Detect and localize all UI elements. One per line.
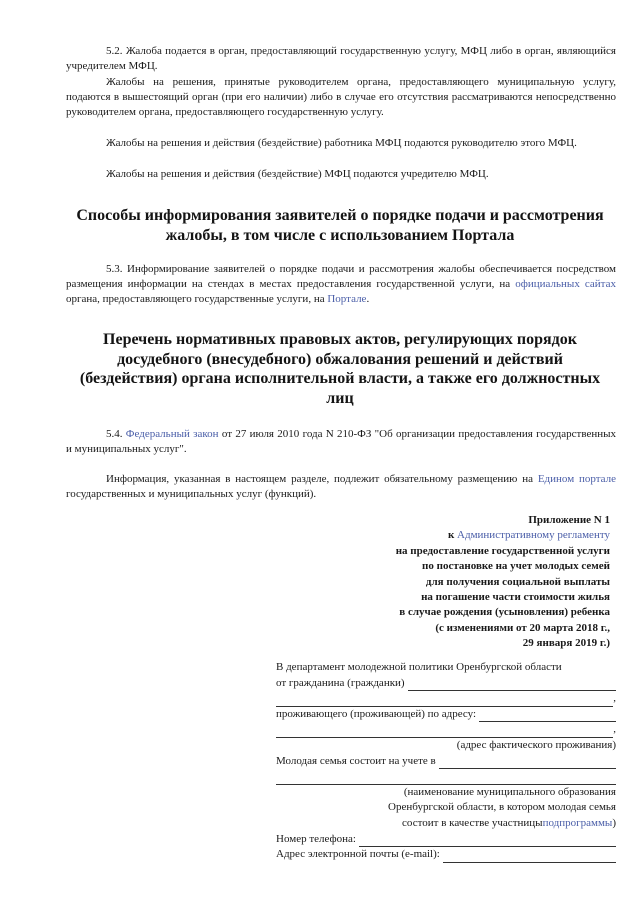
paragraph-5-2-mfc: Жалобы на решения и действия (бездействие) МФЦ подаются учредителю МФЦ. <box>106 168 489 180</box>
residing-line <box>276 707 616 723</box>
official-sites-link[interactable]: официальных сайтах <box>515 278 616 290</box>
paragraph-5-3 <box>66 262 616 307</box>
registered-line <box>276 754 616 770</box>
paragraph-info <box>66 472 616 502</box>
address-field-2[interactable] <box>276 726 613 738</box>
from-line <box>276 676 616 692</box>
federal-law-link[interactable]: Федеральный закон <box>125 428 219 440</box>
appendix-title: Приложение N 1 <box>528 514 610 526</box>
subprogram-link[interactable]: подпрограммы <box>542 816 613 829</box>
info-text-after: государственных и муниципальных услуг (функций). <box>66 488 317 500</box>
phone-line <box>276 832 616 848</box>
paragraph-5-3-text: 5.3. Информирование заявителей о порядке подачи и рассмотрения жалобы обеспечивается посредством размещения информации на стендах в местах предоставления государственной услуги, на <box>66 263 616 290</box>
comma: , <box>613 692 616 705</box>
citizen-name-field[interactable] <box>408 679 616 691</box>
appendix-line-8: (с изменениями от 20 марта 2018 г., <box>435 621 610 634</box>
registration-field-2[interactable] <box>276 773 616 785</box>
appendix-line-2 <box>270 528 610 543</box>
email-label: Адрес электронной почты (e-mail): <box>276 848 440 861</box>
heading-legal-acts: Перечень нормативных правовых актов, регулирующих порядок досудебного (внесудебного) обжалования решений и действий (бездействия) органа исполнительной власти, а также его должностных лиц <box>79 331 601 407</box>
residing-label: проживающего (проживающей) по адресу: <box>276 707 477 720</box>
address-field[interactable] <box>479 710 616 722</box>
appendix-line-5: для получения социальной выплаты <box>425 575 610 588</box>
paragraph-5-2-mfc-worker: Жалобы на решения и действия (бездействие) работника МФЦ подаются руководителю этого МФЦ. <box>106 137 577 149</box>
unified-portal-link[interactable]: Едином портале <box>537 473 617 485</box>
email-line <box>276 847 616 863</box>
heading-informing-methods: Способы информирования заявителей о порядке подачи и рассмотрения жалобы, в том числе с использованием Портала <box>76 207 604 244</box>
admin-regulation-link[interactable]: Административному регламенту <box>457 529 610 542</box>
comma-2: , <box>613 723 616 736</box>
residing-line-2 <box>276 722 616 738</box>
application-form <box>276 660 616 863</box>
citizen-name-field-2[interactable] <box>276 695 613 707</box>
municipality-caption-3 <box>276 816 616 832</box>
from-label: от гражданина (гражданки) <box>276 676 405 689</box>
registered-label: Молодая семья состоит на учете в <box>276 754 436 767</box>
phone-field[interactable] <box>359 835 616 847</box>
phone-label: Номер телефона: <box>276 832 356 845</box>
from-line-2 <box>276 691 616 707</box>
paragraph-5-4-text: от 27 июля 2010 года N 210-ФЗ "Об организации предоставления государственных и муниципальных услуг". <box>66 428 616 455</box>
appendix-line-4: по постановке на учет молодых семей <box>422 560 610 573</box>
info-text: Информация, указанная в настоящем разделе, подлежит обязательному размещению на <box>106 473 538 485</box>
paragraph-5-4-number: 5.4. <box>106 428 126 440</box>
appendix-line-7: в случае рождения (усыновления) ребенка <box>399 606 610 619</box>
appendix-header <box>270 513 610 652</box>
registered-line-2 <box>276 769 616 785</box>
actual-address-caption: (адрес фактического проживания) <box>456 738 616 751</box>
municipality-caption-text-3: состоит в качестве участницы <box>402 816 543 829</box>
municipality-caption-end: ) <box>612 816 616 829</box>
addressee-label: В департамент молодежной политики Оренбургской области <box>276 661 562 673</box>
email-field[interactable] <box>443 851 616 863</box>
appendix-line-2-prefix: к <box>447 529 458 542</box>
paragraph-5-4 <box>66 427 616 457</box>
municipality-caption-2 <box>276 800 616 816</box>
municipality-caption-1 <box>276 785 616 801</box>
registration-field[interactable] <box>439 757 616 769</box>
paragraph-5-2: 5.2. Жалоба подается в орган, предоставляющий государственную услугу, МФЦ либо в орган, являющийся учредителем МФЦ. <box>66 45 616 72</box>
appendix-line-3: на предоставление государственной услуги <box>395 544 610 557</box>
paragraph-5-3-end: . <box>366 293 370 305</box>
addressee-line <box>276 660 616 676</box>
municipality-caption-text-1: (наименование муниципального образования <box>403 785 616 798</box>
portal-link[interactable]: Портале <box>327 293 367 305</box>
municipality-caption-text-2: Оренбургской области, в котором молодая семья <box>388 801 616 814</box>
appendix-line-9: 29 января 2019 г.) <box>522 637 610 650</box>
paragraph-5-3-text-middle: органа, предоставляющего государственные услуги, на <box>66 293 328 305</box>
actual-address-caption-line <box>276 738 616 754</box>
appendix-line-6: на погашение части стоимости жилья <box>421 591 610 604</box>
paragraph-5-2-municipal: Жалобы на решения, принятые руководителем органа, предоставляющего муниципальную услугу, подаются в вышестоящий орган (при его наличии) либо в случае его отсутствия рассматриваются непосредственно руководителем органа, предоставляющего государственную услугу. <box>66 76 616 118</box>
